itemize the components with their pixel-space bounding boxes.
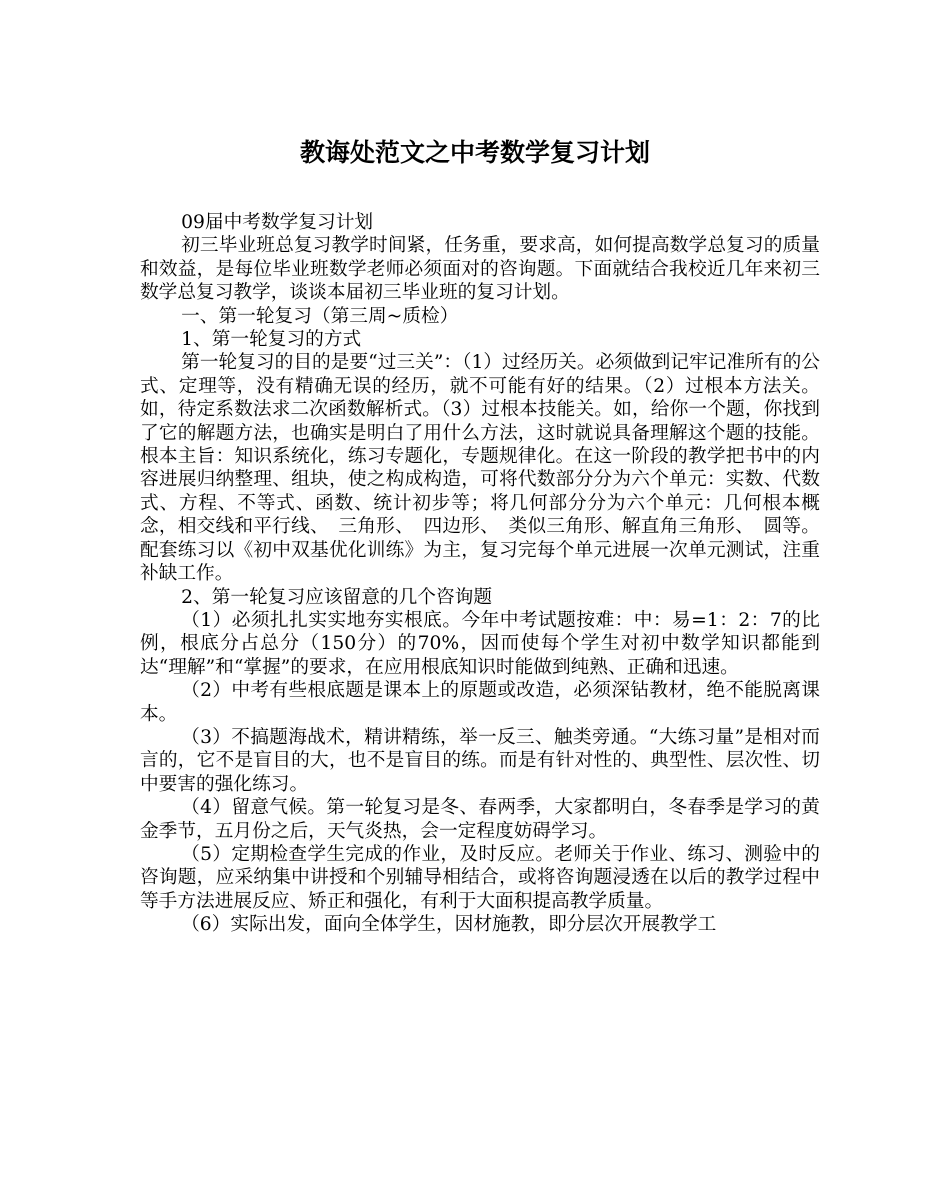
list-item-issue-1: （1）必须扎扎实实地夯实根底。今年中考试题按难：中：易=1：2：7的比例，根底分占总分（150分）的70%，因而使每个学生对初中数学知识都能到达“理解”和“掌握”的要求，在应用根底知识时能做到纯熟、正确和迅速。 — [140, 609, 820, 678]
heading-plan-title: 09届中考数学复习计划 — [181, 212, 374, 233]
document-title: 教诲处范文之中考数学复习计划 — [299, 138, 650, 167]
section-heading-first-round: 一、第一轮复习（第三周~质检） — [181, 305, 459, 327]
document-body — [140, 211, 820, 937]
list-item-issue-2: （2）中考有些根底题是课本上的原题或改造，必须深钻教材，绝不能脱离课本。 — [140, 680, 820, 725]
paragraph-intro: 初三毕业班总复习教学时间紧，任务重，要求高，如何提高数学总复习的质量和效益，是每位毕业班数学老师必须面对的咨询题。下面就结合我校近几年来初三数学总复习教学，谈谈本届初三毕业班的复习计划。 — [140, 235, 820, 304]
subsection-heading-issues: 2、第一轮复习应该留意的几个咨询题 — [181, 586, 493, 608]
subsection-heading-method: 1、第一轮复习的方式 — [181, 329, 362, 351]
list-item-issue-6: （6）实际出发，面向全体学生，因材施教，即分层次开展教学工 — [181, 914, 717, 936]
list-item-issue-3: （3）不搞题海战术，精讲精练，举一反三、触类旁通。“大练习量”是相对而言的，它不是盲目的大，也不是盲目的练。而是有针对性的、典型性、层次性、切中要害的强化练习。 — [140, 726, 820, 795]
paragraph-three-passes: 第一轮复习的目的是要“过三关”：（1）过经历关。必须做到记牢记准所有的公式、定理等，没有精确无误的经历，就不可能有好的结果。（2）过根本方法关。如，待定系数法求二次函数解析式。（3）过根本技能关。如，给你一个题，你找到了它的解题方法，也确实是明白了用什么方法，这时就说具备理解这个题的技能。根本主旨：知识系统化，练习专题化，专题规律化。在这一阶段的教学把书中的内容进展归纳整理、组块，使之构成构造，可将代数部分分为六个单元：实数、代数式、方程、不等式、函数、统计初步等；将几何部分分为六个单元：几何根本概念，相交线和平行线、 三角形、 四边形、 类似三角形、解直角三角形、 圆等。配套练习以《初中双基优化训练》为主，复习完每个单元进展一次单元测试，注重补缺工作。 — [140, 352, 820, 585]
list-item-issue-4: （4）留意气候。第一轮复习是冬、春两季，大家都明白，冬春季是学习的黄金季节，五月份之后，天气炎热，会一定程度妨碍学习。 — [140, 797, 820, 842]
list-item-issue-5: （5）定期检查学生完成的作业，及时反应。老师关于作业、练习、测验中的咨询题，应采纳集中讲授和个别辅导相结合，或将咨询题浸透在以后的教学过程中等手方法进展反应、矫正和强化，有利于大面积提高教学质量。 — [140, 843, 820, 912]
